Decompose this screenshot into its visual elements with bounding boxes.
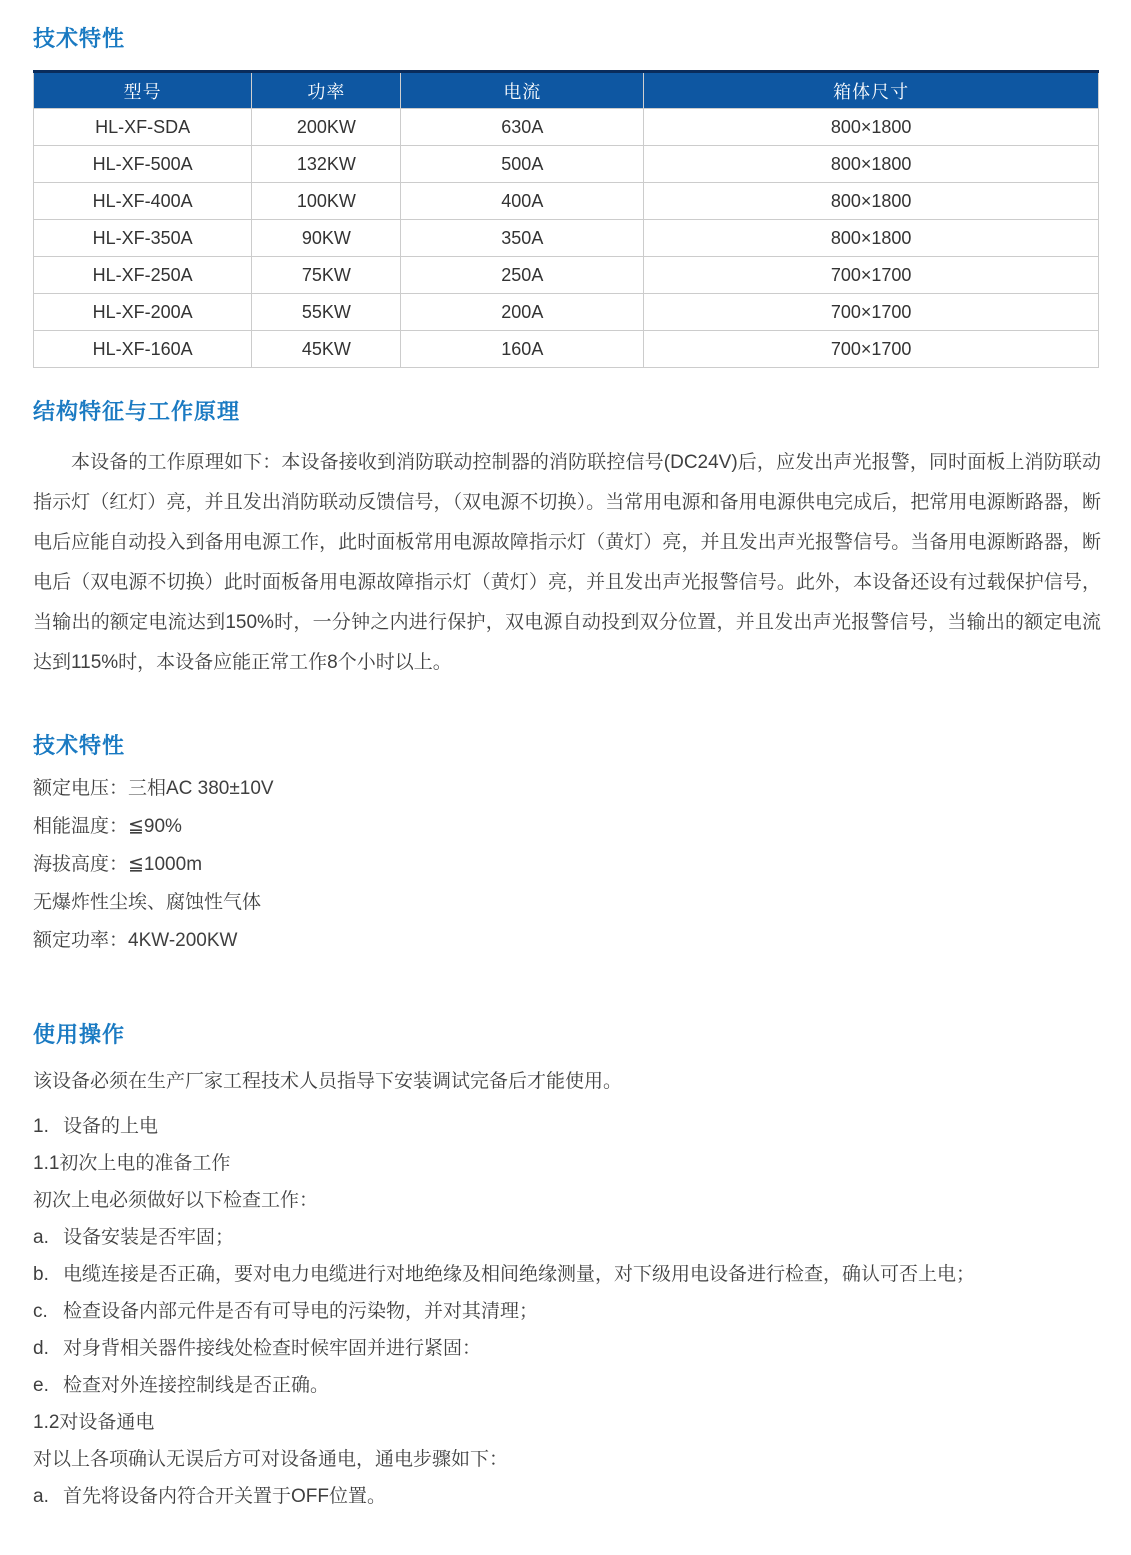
cell-model: HL-XF-350A	[34, 220, 252, 257]
usage-check-item-a	[33, 1219, 1099, 1256]
cell-model: HL-XF-200A	[34, 294, 252, 331]
cell-current: 350A	[401, 220, 644, 257]
usage-power-on-intro	[33, 1441, 1099, 1478]
working-principle-paragraph: 本设备的工作原理如下：本设备接收到消防联动控制器的消防联控信号(DC24V)后，应发出声光报警，同时面板上消防联动指示灯（红灯）亮，并且发出消防联动反馈信号，（双电源不切换）。当常用电源和备用电源供电完成后，把常用电源断路器，断电后应能自动投入到备用电源工作，此时面板常用电源故障指示灯（黄灯）亮，并且发出声光报警信号。当备用电源断路器，断电后（双电源不切换）此时面板备用电源故障指示灯（黄灯）亮，并且发出声光报警信号。此外，本设备还设有过载保护信号，当输出的额定电流达到150%时，一分钟之内进行保护，双电源自动投到双分位置，并且发出声光报警信号，当输出的额定电流达到115%时，本设备应能正常工作8个小时以上。	[33, 452, 1101, 673]
table-row	[34, 183, 1099, 220]
cell-size: 700×1700	[644, 257, 1099, 294]
cell-size: 800×1800	[644, 183, 1099, 220]
cell-current: 500A	[401, 146, 644, 183]
cell-power: 200KW	[252, 109, 401, 146]
step-text: 设备的上电	[63, 1116, 159, 1137]
step-text: 首先将设备内符合开关置于OFF位置。	[63, 1486, 386, 1507]
usage-steps	[33, 1108, 1099, 1515]
cell-model: HL-XF-500A	[34, 146, 252, 183]
table-row	[34, 220, 1099, 257]
step-marker: c.	[33, 1301, 48, 1322]
spec-altitude: 海拔高度：≦1000m	[33, 854, 203, 875]
spec-list	[33, 770, 1099, 960]
step-text: 电缆连接是否正确，要对电力电缆进行对地绝缘及相间绝缘测量，对下级用电设备进行检查，确认可否上电；	[63, 1264, 976, 1285]
usage-step-1	[33, 1108, 1099, 1145]
table-row	[34, 109, 1099, 146]
spec-rated-voltage: 额定电压：三相AC 380±10V	[33, 778, 274, 799]
step-text: 检查设备内部元件是否有可导电的污染物，并对其清理；	[63, 1301, 539, 1322]
cell-current: 200A	[401, 294, 644, 331]
usage-check-item-c	[33, 1293, 1099, 1330]
step-marker: d.	[33, 1338, 49, 1359]
section-title-technical-characteristics-table: 技术特性	[33, 26, 126, 51]
cell-model: HL-XF-160A	[34, 331, 252, 368]
step-marker: b.	[33, 1264, 49, 1285]
table-row	[34, 294, 1099, 331]
cell-power: 132KW	[252, 146, 401, 183]
step-marker: a.	[33, 1227, 49, 1248]
table-row	[34, 146, 1099, 183]
cell-current: 630A	[401, 109, 644, 146]
spec-table-body	[34, 109, 1099, 368]
table-header-row	[34, 72, 1099, 109]
spec-table-header	[34, 72, 1099, 109]
col-header-cabinet-size: 箱体尺寸	[644, 72, 1099, 109]
cell-power: 90KW	[252, 220, 401, 257]
section-title-usage-operation: 使用操作	[33, 1022, 126, 1047]
table-row	[34, 257, 1099, 294]
cell-power: 45KW	[252, 331, 401, 368]
cell-model: HL-XF-SDA	[34, 109, 252, 146]
step-text: 检查对外连接控制线是否正确。	[63, 1375, 330, 1396]
step-marker: e.	[33, 1375, 49, 1396]
usage-intro: 该设备必须在生产厂家工程技术人员指导下安装调试完备后才能使用。	[33, 1071, 623, 1092]
cell-size: 700×1700	[644, 294, 1099, 331]
usage-step-1-1-heading	[33, 1145, 1099, 1182]
cell-current: 400A	[401, 183, 644, 220]
usage-check-item-b	[33, 1256, 1099, 1293]
spec-rated-power: 额定功率：4KW-200KW	[33, 930, 238, 951]
cell-size: 800×1800	[644, 220, 1099, 257]
cell-power: 100KW	[252, 183, 401, 220]
cell-current: 160A	[401, 331, 644, 368]
step-text: 1.1初次上电的准备工作	[33, 1153, 231, 1174]
col-header-current: 电流	[401, 72, 644, 109]
step-text: 1.2对设备通电	[33, 1412, 155, 1433]
usage-step-1-2-heading	[33, 1404, 1099, 1441]
cell-model: HL-XF-250A	[34, 257, 252, 294]
spec-environment: 无爆炸性尘埃、腐蚀性气体	[33, 892, 262, 913]
spec-phase-temperature: 相能温度：≦90%	[33, 816, 182, 837]
cell-size: 700×1700	[644, 331, 1099, 368]
cell-model: HL-XF-400A	[34, 183, 252, 220]
cell-size: 800×1800	[644, 109, 1099, 146]
col-header-power: 功率	[252, 72, 401, 109]
usage-power-on-item-a	[33, 1478, 1099, 1515]
cell-power: 75KW	[252, 257, 401, 294]
step-text: 设备安装是否牢固；	[63, 1227, 235, 1248]
usage-check-intro	[33, 1182, 1099, 1219]
cell-size: 800×1800	[644, 146, 1099, 183]
cell-current: 250A	[401, 257, 644, 294]
usage-check-item-e	[33, 1367, 1099, 1404]
section-title-structure-working-principle: 结构特征与工作原理	[33, 399, 241, 424]
step-text: 对身背相关器件接线处检查时候牢固并进行紧固：	[63, 1338, 482, 1359]
step-text: 初次上电必须做好以下检查工作：	[33, 1190, 319, 1211]
step-text: 对以上各项确认无误后方可对设备通电，通电步骤如下：	[33, 1449, 509, 1470]
step-marker: a.	[33, 1486, 49, 1507]
section-title-technical-characteristics-specs: 技术特性	[33, 733, 126, 758]
col-header-model: 型号	[34, 72, 252, 109]
usage-check-item-d	[33, 1330, 1099, 1367]
cell-power: 55KW	[252, 294, 401, 331]
table-row	[34, 331, 1099, 368]
step-marker: 1.	[33, 1116, 49, 1137]
spec-table	[33, 70, 1099, 368]
